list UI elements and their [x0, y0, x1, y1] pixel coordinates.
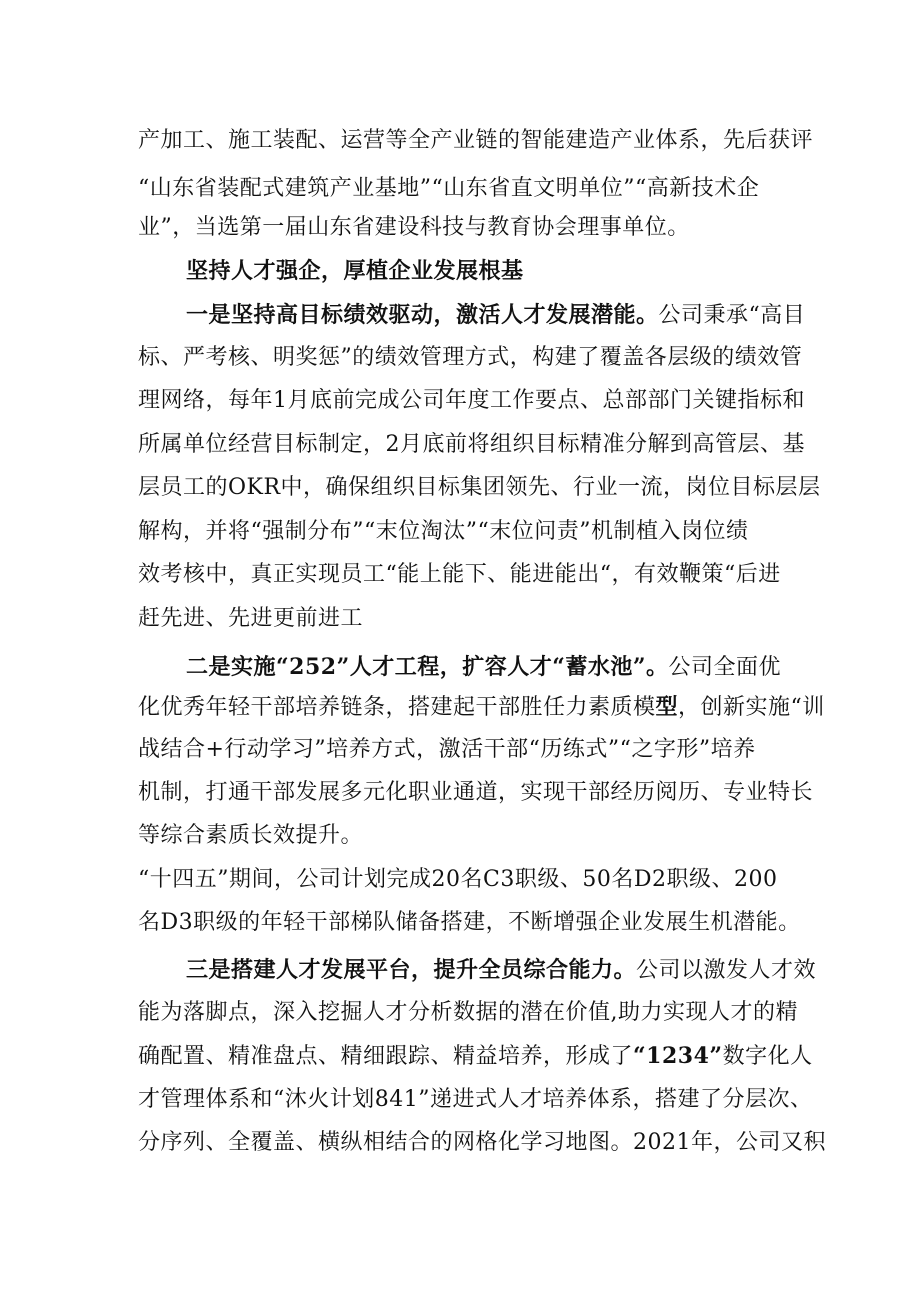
- section-heading: 坚持人才强企，厚植企业发展根基: [186, 258, 524, 284]
- text-run: 公司秉承“高目: [658, 303, 806, 328]
- text-run: 公司以激发人才效: [636, 958, 817, 983]
- paragraph-line: [0, 692, 920, 722]
- text-line: 名D3职级的年轻干部梯队储备搭建，不断增强企业发展生机潜能。: [138, 910, 801, 935]
- text-line: 赶先进、先进更前进工: [138, 606, 364, 631]
- paragraph-lead: 三是搭建人才发展平台，提升全员综合能力。: [186, 957, 637, 983]
- text-line: 能为落脚点，深入挖掘人才分析数据的潜在价值,助力实现人才的精: [138, 1000, 798, 1025]
- text-line: 解构，并将“强制分布”“末位淘汰”“末位问责”机制植入岗位绩: [138, 519, 749, 544]
- text-line: 战结合+行动学习”培养方式，激活干部“历练式”“之字形”培养: [138, 737, 756, 762]
- text-line: 层员工的OKR中，确保组织目标集团领先、行业一流，岗位目标层层: [138, 475, 821, 500]
- paragraph-line: [0, 300, 920, 330]
- text-line: 等综合素质长效提升。: [138, 823, 364, 848]
- paragraph-line: [0, 1041, 920, 1071]
- paragraph-lead: 一是坚持高目标绩效驱动，激活人才发展潜能。: [186, 302, 659, 328]
- text-run: 公司全面优: [668, 655, 782, 680]
- text-line: 所属单位经营目标制定，2月底前将组织目标精准分解到高管层、基: [138, 432, 805, 457]
- paragraph-line: [0, 955, 920, 985]
- text-line: 理网络，每年1月底前完成公司年度工作要点、总部部门关键指标和: [138, 388, 805, 413]
- text-run: 数字化人: [722, 1044, 813, 1069]
- text-line: 分序列、全覆盖、横纵相结合的网格化学习地图。2021年，公司又积: [138, 1130, 826, 1155]
- text-line: “山东省装配式建筑产业基地”“山东省直文明单位”“高新技术企: [138, 176, 760, 201]
- paragraph-lead: 二是实施“252”人才工程，扩容人才“蓄水池”。: [186, 654, 669, 680]
- text-run: 化优秀年轻干部培养链条，搭建起干部胜任力素质模: [138, 695, 656, 720]
- text-line: 才管理体系和“沐火计划841”递进式人才培养体系，搭建了分层次、: [138, 1087, 813, 1112]
- text-line: 业”，当选第一届山东省建设科技与教育协会理事单位。: [138, 215, 690, 240]
- text-line: 机制，打通干部发展多元化职业通道，实现干部经历阅历、专业特长: [138, 780, 814, 805]
- text-line: 标、严考核、明奖惩”的绩效管理方式，构建了覆盖各层级的绩效管: [138, 345, 803, 370]
- text-run: ，创新实施“训: [678, 695, 825, 720]
- text-run: 确配置、精准盘点、精细跟踪、精益培养，形成了: [138, 1044, 634, 1069]
- text-run-bold: 型: [655, 694, 679, 720]
- paragraph-line: [0, 652, 920, 682]
- text-line: 效考核中，真正实现员工“能上能下、能进能出“，有效鞭策“后进: [138, 562, 781, 587]
- text-line: 产加工、施工装配、运营等全产业链的智能建造产业体系，先后获评: [138, 128, 814, 153]
- text-line: “十四五”期间，公司计划完成20名C3职级、50名D2职级、200: [138, 867, 778, 892]
- text-run-bold: “1234”: [633, 1043, 723, 1069]
